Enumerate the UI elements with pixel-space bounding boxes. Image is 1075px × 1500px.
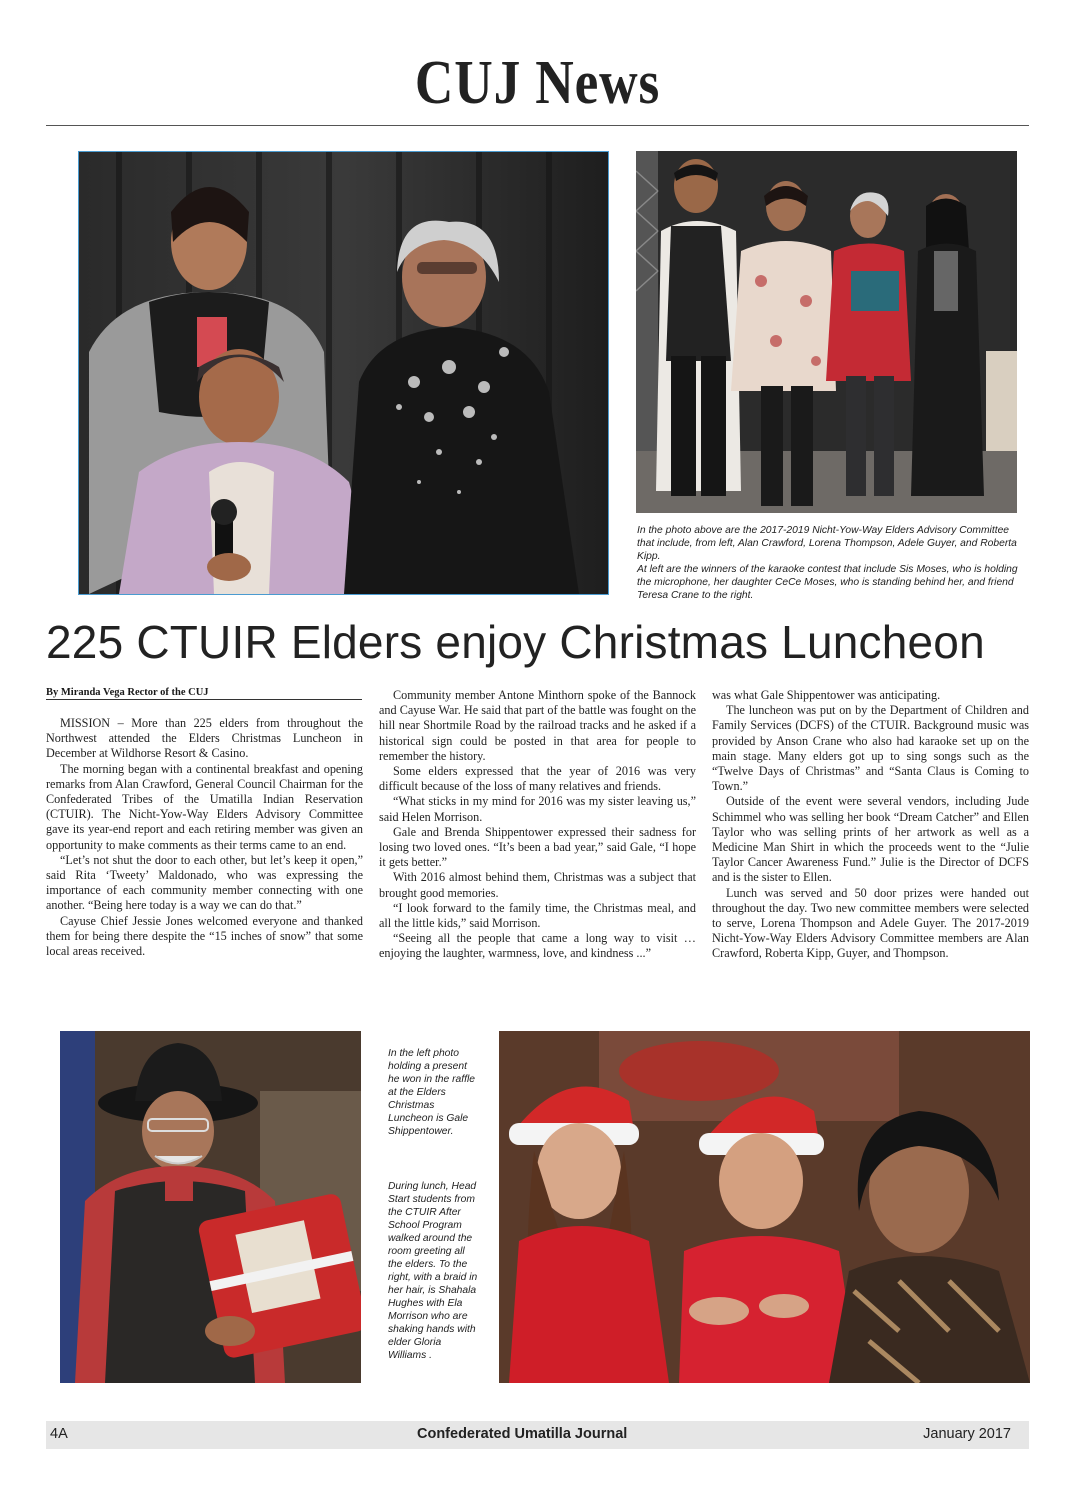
- article-column-1: [46, 716, 363, 959]
- photo-gale-shippentower: [60, 1031, 361, 1383]
- paragraph: “Let’s not shut the door to each other, but let’s keep it open,” said Rita ‘Tweety’ Maldonado, who was expressing the importance of each community member connecting with one another. “Being here today is a way we can do that.”: [46, 852, 363, 913]
- paragraph: Outside of the event were several vendors, including Jude Schimmel who was selling her book “Dream Catcher” and Ellen Taylor who was selling prints of her artwork as well as a Medicine Man Shirt in which the proceeds went to the “Julie Taylor Cancer Awareness Fund.” Julie is the Director of DCFS and is the sister to Ellen.: [712, 794, 1029, 885]
- masthead-rule: [46, 125, 1029, 126]
- caption-head-start: During lunch, Head Start students from the CTUIR After School Program walked around the room greeting all the elders. To the right, with a braid in her hair, is Shahala Hughes with Ela Morrison who are shaking hands with elder Gloria Williams .: [388, 1181, 478, 1361]
- caption-karaoke: At left are the winners of the karaoke contest that include Sis Moses, who is holding the microphone, her daughter CeCe Moses, who is standing behind her, and friend Teresa Crane to the right.: [637, 564, 1018, 601]
- paragraph: Gale and Brenda Shippentower expressed their sadness for losing two loved ones. “It’s been a bad year,” said Gale, “I hope it gets better.”: [379, 824, 696, 870]
- paragraph: “I look forward to the family time, the Christmas meal, and all the little kids,” said Morrison.: [379, 900, 696, 931]
- paragraph: MISSION – More than 225 elders from throughout the Northwest attended the Elders Christmas Luncheon in December at Wildhorse Resort & Casino.: [46, 716, 363, 761]
- paragraph: The luncheon was put on by the Department of Children and Family Services (DCFS) of the CTUIR. Background music was provided by Anson Crane who also had karaoke set up on the main stage. Many elders got up to sing songs such as the “Twelve Days of Christmas” and “Santa Claus is Coming to Town.”: [712, 703, 1029, 794]
- article-headline: 225 CTUIR Elders enjoy Christmas Luncheon: [46, 616, 985, 668]
- paragraph: Community member Antone Minthorn spoke of the Bannock and Cayuse War. He said that part of the battle was fought on the hill near Shortmile Road by the railroad tracks and he asked if a historical sign could be posted in that area for people to remember the history.: [379, 688, 696, 763]
- paragraph: With 2016 almost behind them, Christmas was a subject that brought good memories.: [379, 870, 696, 900]
- photo-head-start-students: [499, 1031, 1030, 1383]
- article-byline: By Miranda Vega Rector of the CUJ: [46, 687, 362, 700]
- page-number: 4A: [50, 1426, 68, 1442]
- caption-top-right: [637, 524, 1021, 602]
- photo-karaoke-winners: [78, 151, 609, 595]
- paragraph: was what Gale Shippentower was anticipating.: [712, 688, 941, 702]
- publication-name: Confederated Umatilla Journal: [417, 1426, 628, 1442]
- article-column-2: [379, 688, 696, 962]
- issue-date: January 2017: [923, 1426, 1011, 1442]
- caption-committee: In the photo above are the 2017-2019 Nicht-Yow-Way Elders Advisory Committee that include, from left, Alan Crawford, Lorena Thompson, Adele Guyer, and Roberta Kipp.: [637, 525, 1017, 562]
- paragraph: “What sticks in my mind for 2016 was my sister leaving us,” said Helen Morrison.: [379, 794, 696, 824]
- paragraph: Some elders expressed that the year of 2016 was very difficult because of the loss of many relatives and friends.: [379, 764, 696, 794]
- paragraph: Cayuse Chief Jessie Jones welcomed everyone and thanked them for being there despite the “15 inches of snow” that some local areas received.: [46, 913, 363, 959]
- masthead-title: CUJ News: [414, 49, 661, 117]
- caption-gale: In the left photo holding a present he won in the raffle at the Elders Christmas Luncheon is Gale Shippentower.: [388, 1048, 476, 1137]
- photo-advisory-committee: [636, 151, 1017, 513]
- article-column-3: [712, 688, 1029, 962]
- paragraph: Lunch was served and 50 door prizes were handed out throughout the day. Two new committee members were selected to serve, Lorena Thompson and Adele Guyer. The 2017-2019 Nicht-Yow-Way Elders Advisory Committee members are Alan Crawford, Roberta Kipp, Guyer, and Thompson.: [712, 885, 1029, 961]
- paragraph: “Seeing all the people that came a long way to visit … enjoying the laughter, warmness, love, and kindness ...”: [379, 931, 696, 961]
- paragraph: The morning began with a continental breakfast and opening remarks from Alan Crawford, General Council Chairman for the Confederated Tribes of the Umatilla Indian Reservation (CTUIR). The Nicht-Yow-Way Elders Advisory Committee gave its year-end report and each retiring member was given an opportunity to make comments as their terms came to an end.: [46, 761, 363, 852]
- page-footer: [46, 1421, 1029, 1449]
